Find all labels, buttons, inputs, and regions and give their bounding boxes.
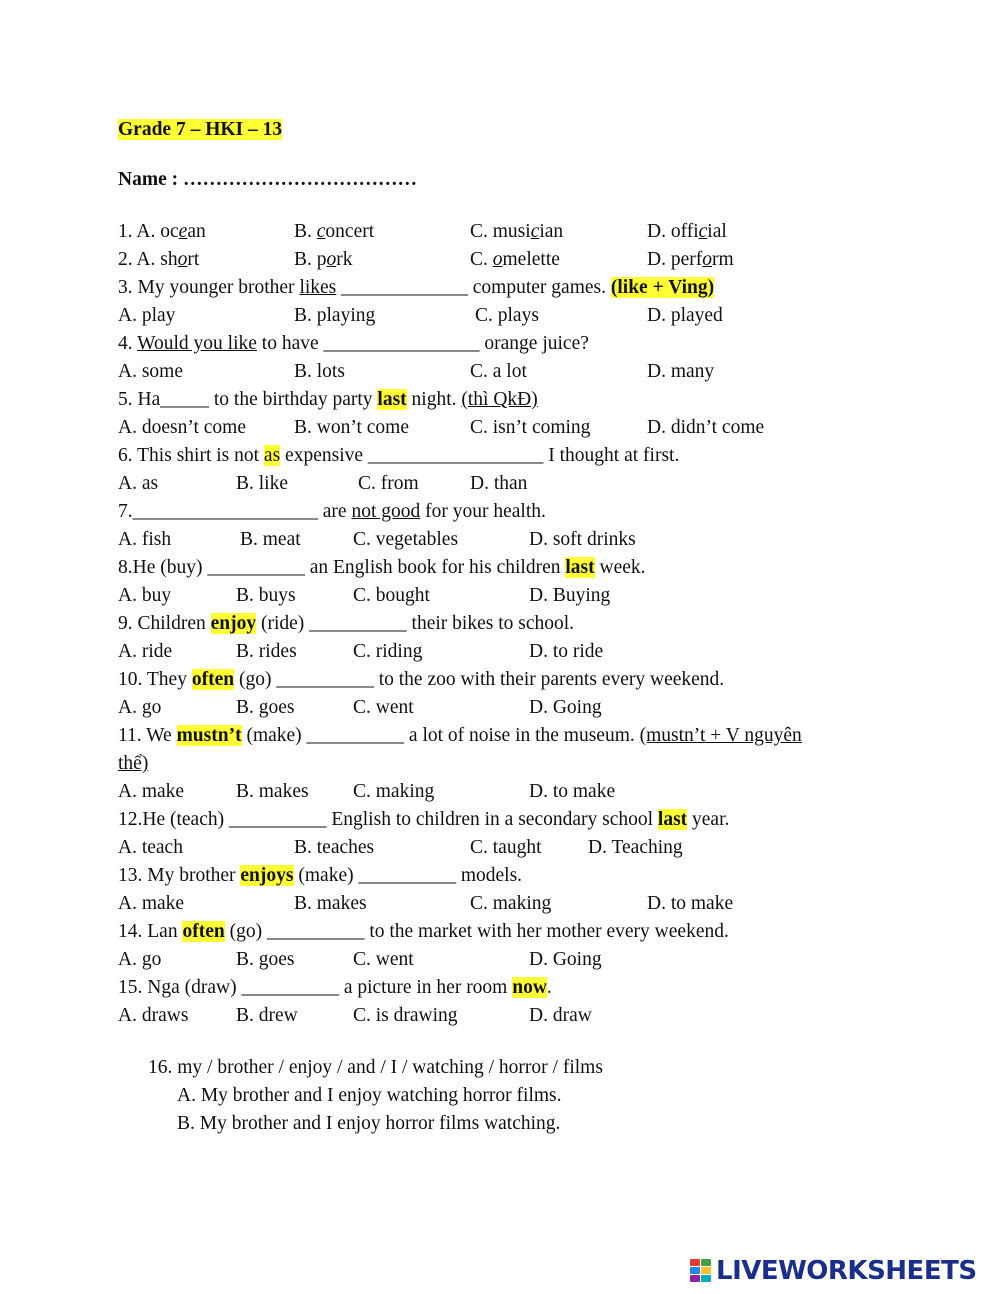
option-d: D. to ride: [529, 641, 604, 662]
option-d: D. many: [647, 361, 715, 382]
question-9-stem: 9. Children enjoy (ride) __________ their bikes to school.: [118, 613, 575, 634]
option-a: A. as: [118, 473, 159, 494]
question-6-stem: 6. This shirt is not as expensive __________________ I thought at first.: [118, 445, 680, 466]
option-d: D. Buying: [529, 585, 611, 606]
option-c: C. making: [470, 893, 552, 914]
option-a: A. make: [118, 781, 185, 802]
option-d: D. than: [470, 473, 528, 494]
option-d: D. to make: [529, 781, 616, 802]
option-a: 2. A. short: [118, 249, 200, 270]
option-c: C. vegetables: [353, 529, 459, 550]
question-5-stem: 5. Ha_____ to the birthday party last night. (thì QkĐ): [118, 389, 538, 410]
question-7-stem: 7.___________________ are not good for your health.: [118, 501, 546, 522]
option-b: B. pork: [294, 249, 353, 270]
option-c: C. making: [353, 781, 435, 802]
name-line: Name : ………………………………: [118, 169, 417, 190]
option-a: A. play: [118, 305, 176, 326]
option-c: C. omelette: [470, 249, 560, 270]
option-c: C. a lot: [470, 361, 527, 382]
question-11-stem: 11. We mustn’t (make) __________ a lot of noise in the museum. (mustn’t + V nguyên: [118, 725, 802, 746]
option-d: D. soft drinks: [529, 529, 636, 550]
option-b: B. playing: [294, 305, 376, 326]
option-b: B. concert: [294, 221, 375, 242]
option-b: B. makes: [236, 781, 309, 802]
option-c: C. went: [353, 697, 414, 718]
option-b: B. rides: [236, 641, 297, 662]
option-d: D. Going: [529, 949, 602, 970]
option-b: B. goes: [236, 697, 295, 718]
question-12-stem: 12.He (teach) __________ English to children in a secondary school last year.: [118, 809, 730, 830]
option-a: A. buy: [118, 585, 172, 606]
option-c: C. bought: [353, 585, 430, 606]
question-16-stem: 16. my / brother / enjoy / and / I / watching / horror / films: [148, 1057, 603, 1078]
question-15-stem: 15. Nga (draw) __________ a picture in her room now.: [118, 977, 552, 998]
option-a: A. teach: [118, 837, 183, 858]
option-c: C. went: [353, 949, 414, 970]
question-14-stem: 14. Lan often (go) __________ to the market with her mother every weekend.: [118, 921, 729, 942]
logo-text: LIVEWORKSHEETS: [716, 1256, 977, 1286]
option-d: D. perform: [647, 249, 734, 270]
option-a: A. doesn’t come: [118, 417, 246, 438]
option-c: C. taught: [470, 837, 542, 858]
question-10-stem: 10. They often (go) __________ to the zoo with their parents every weekend.: [118, 669, 725, 690]
question-3-stem: 3. My younger brother likes _____________ computer games. (like + Ving): [118, 277, 715, 298]
option-a: 1. A. ocean: [118, 221, 206, 242]
option-a: A. go: [118, 949, 162, 970]
option-d: D. Going: [529, 697, 602, 718]
option-d: D. draw: [529, 1005, 592, 1026]
option-d: D. official: [647, 221, 727, 242]
question-13-stem: 13. My brother enjoys (make) __________ models.: [118, 865, 523, 886]
question-16-option-a: A. My brother and I enjoy watching horror films.: [177, 1085, 562, 1106]
option-a: A. fish: [118, 529, 172, 550]
option-c: C. riding: [353, 641, 423, 662]
option-b: B. goes: [236, 949, 295, 970]
option-a: A. some: [118, 361, 183, 382]
option-a: A. go: [118, 697, 162, 718]
option-a: A. make: [118, 893, 185, 914]
option-c: C. from: [358, 473, 419, 494]
option-b: B. lots: [294, 361, 345, 382]
option-b: B. meat: [240, 529, 301, 550]
option-b: B. makes: [294, 893, 367, 914]
option-b: B. won’t come: [294, 417, 410, 438]
option-c: C. musician: [470, 221, 564, 242]
question-16-option-b: B. My brother and I enjoy horror films watching.: [177, 1113, 561, 1134]
option-c: C. plays: [475, 305, 539, 326]
question-11-stem-cont: thể): [118, 753, 149, 774]
option-b: B. like: [236, 473, 288, 494]
option-b: B. teaches: [294, 837, 375, 858]
option-d: D. played: [647, 305, 723, 326]
option-b: B. drew: [236, 1005, 298, 1026]
logo-blocks-icon: [690, 1259, 712, 1283]
option-a: A. ride: [118, 641, 173, 662]
option-a: A. draws: [118, 1005, 189, 1026]
option-d: D. didn’t come: [647, 417, 765, 438]
question-8-stem: 8.He (buy) __________ an English book for his children last week.: [118, 557, 646, 578]
option-d: D. to make: [647, 893, 734, 914]
liveworksheets-logo: [690, 1256, 977, 1286]
question-4-stem: 4. Would you like to have ________________ orange juice?: [118, 333, 589, 354]
option-d: D. Teaching: [588, 837, 683, 858]
option-c: C. isn’t coming: [470, 417, 591, 438]
worksheet-title: Grade 7 – HKI – 13: [118, 119, 283, 140]
option-b: B. buys: [236, 585, 296, 606]
option-c: C. is drawing: [353, 1005, 458, 1026]
